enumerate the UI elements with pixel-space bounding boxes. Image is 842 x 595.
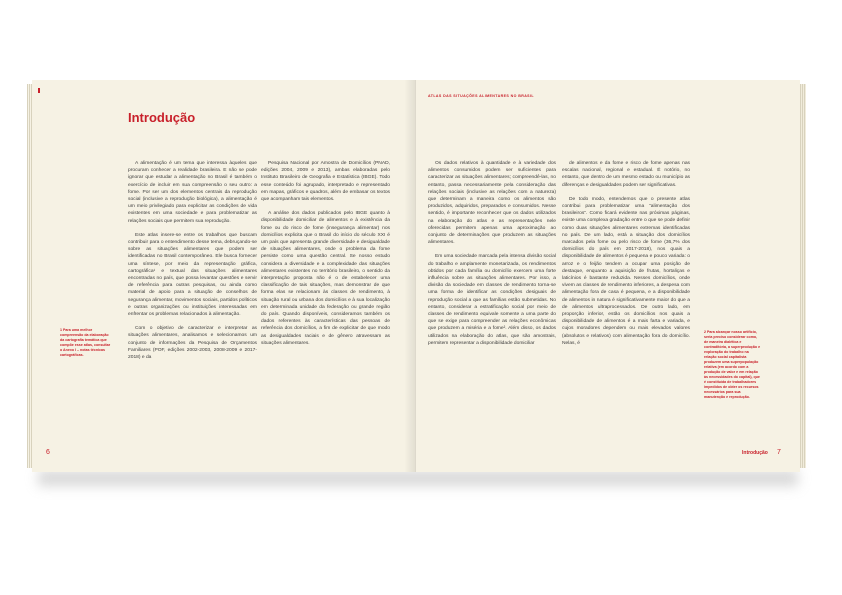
crop-mark bbox=[38, 88, 40, 93]
page-number-right: 7 bbox=[777, 449, 781, 456]
paragraph: Este atlas insere-se entre os trabalhos que buscam contribuir para o entendimento desse tema, debruçando-se sobre as situações alimentares que podem ser identificadas no Brasil contemporâneo. Ele busca fornecer uma síntese, por meio da representação gráfica, cartográfica¹ e textual das situações alimentares encontradas no país, que possa levantar questões e servir de referência para outras pesquisas, ou ainda como material de apoio para a situação de conselhos de segurança alimentar, movimentos sociais, partidos políticos e outras organizações ou instituições interessadas em enfrentar os problemas relacionados à alimentação. bbox=[128, 232, 257, 318]
paragraph: Com o objetivo de caracterizar e interpretar as situações alimentares, analisamos e selecionamos um conjunto de informações da Pesquisa de Orçamentos Familiares (POF, edições 2002-2003, 2008-2009 e 2017-2018) e da bbox=[128, 326, 257, 361]
right-column-2 bbox=[562, 160, 690, 354]
right-page bbox=[416, 80, 800, 472]
sidenote-left: 1 Para uma melhor compreensão da elaboração da cartografia temática que compõe esse atlas, consultar o Anexo I – notas técnicas cartográficas. bbox=[60, 328, 111, 357]
running-header: ATLAS DAS SITUAÇÕES ALIMENTARES NO BRASIL bbox=[428, 94, 534, 98]
book-shadow bbox=[38, 470, 798, 486]
paragraph: A alimentação é um tema que interessa àqueles que procuram conhecer a realidade brasileira. E não se pode ignorar que estudar a alimentação no Brasil é também o exercício de incluir em sua compreensão o seu outro: a fome. Por ser um dos elementos centrais da reprodução social (inclusive a reprodução biológica), a alimentação é um meio privilegiado para explicitar as condições de vida existentes em uma sociedade e para problematizar as relações sociais que permitem sua reprodução. bbox=[128, 161, 257, 224]
paragraph: De todo modo, entendemos que o presente atlas contribui para problematizar uma “alimentação dos brasileiros”. Como ficará evidente nas próximas páginas, existe uma complexa gradação entre o que se pode definir como duas situações alimentares extremas identificadas no país. De um lado, está a situação dos domicílios marcados pela fome ou pelo risco de fome (36,7% dos domicílios do país em 2017-2018), nos quais a disponibilidade de alimentos é pequena e pouco variada: o arroz e o feijão tendem a ocupar uma posição de destaque, enquanto a aquisição de frutas, hortaliças e laticínios é bastante reduzida. Nesses domicílios, onde vivem as classes de rendimento inferiores, a despesa com alimentação fora de casa é pequena, e a disponibilidade de alimentos in natura é significativamente maior do que a de alimentos ultraprocessados. De outro lado, em proporção inferior, estão os domicílios nos quais a disponibilidade de alimentos é a mais farta e variada, e cujos moradores dependem ou mais elevados valores (absolutos e relativos) com alimentação fora do domicílio. Nelas, é bbox=[562, 196, 690, 346]
paragraph: A análise dos dados publicados pelo IBGE quanto à disponibilidade domiciliar de alimentos e à existência da fome ou do risco de fome (insegurança alimentar) nos domicílios explicita que o Brasil do início do século XXI é um país que apresenta grande diversidade e desigualdade de situações alimentares, onde o problema da fome persiste como uma questão central. Se nosso estudo considera a diversidade e a complexidade das situações alimentares existentes no território brasileiro, o sentido da interpretação proposta não é o de estabelecer uma classificação de tais situações, mas demonstrar de que forma elas se relacionam às classes de rendimento, à situação rural ou urbana dos domicílios e à sua localização em determinada unidade da federação ou grande região do país. Quando disponíveis, consideramos também os dados referentes às características das pessoas de referência dos domicílios, a fim de explicitar de que modo as desigualdades raciais e de gênero atravessam as situações alimentares. bbox=[261, 211, 390, 346]
right-page-edges bbox=[800, 84, 806, 468]
paragraph: Os dados relativos à quantidade e à variedade dos alimentos consumidos podem ser suficientes para caracterizar as situações alimentares; compreendê-las, no entanto, passa necessariamente pela consideração das relações sociais (inclusive as relações com a natureza) que determinam a maneira como os alimentos são produzidos, adquiridos, preparados e consumidos. Nesse sentido, é importante reconhecer que os dados utilizados na elaboração do atlas e as representações nele oferecidas permitem apenas uma aproximação ao conjunto de determinações que produzem as situações alimentares. bbox=[428, 161, 556, 246]
page-title: Introdução bbox=[128, 110, 196, 125]
page-number-left: 6 bbox=[46, 449, 50, 456]
paragraph: de alimentos e da fome e risco de fome apenas nas escalas nacional, regional e estadual. É notório, no entanto, que dentro de um mesmo estado ou município as diferenças e desigualdades podem ser significativas. bbox=[562, 161, 690, 188]
footer-section-label: Introdução bbox=[742, 450, 768, 456]
right-column-1 bbox=[428, 160, 556, 354]
paragraph: Pesquisa Nacional por Amostra de Domicílios (PNAD, edições 2004, 2009 e 2013), ambas elaboradas pelo Instituto Brasileiro de Geografia e Estatística (IBGE). Todo esse conteúdo foi agrupado, interpretado e representado em mapas, gráficos e quadros, além de embasar os textos que acompanham tais elementos. bbox=[261, 161, 390, 203]
left-page bbox=[32, 80, 417, 472]
paragraph: Em uma sociedade marcada pela intensa divisão social do trabalho e amplamente monetarizada, os rendimentos obtidos por cada família ou domicílio exercem uma forte influência sobre as situações alimentares. Por isso, a divisão da sociedade em classes de rendimento torna-se uma forma de identificar as condições desiguais de reprodução social a que as famílias estão submetidas. No entanto, considerar a estratificação social por meio de classes de rendimento equivale somente a uma parte do que se exige para compreender as relações econômicas que produzem a miséria e a fome². Além disso, os dados utilizados na elaboração do atlas, que são amostrais, permitem representar a disponibilidade domiciliar bbox=[428, 254, 556, 346]
left-column-1 bbox=[128, 160, 257, 368]
sidenote-right: 2 Para alcançar nosso artifício, seria preciso considerar como, de maneira dialética e contraditória, a superprodução e exploração do trabalho na relação social capitalista produzem uma superpopulação relativa (em acordo com a produção de valor e em relação às necessidades do capital), que é constituída de trabalhadores impedidos de obter os recursos necessários para sua manutenção e reprodução. bbox=[704, 330, 761, 399]
open-book bbox=[32, 80, 802, 472]
left-column-2 bbox=[261, 160, 390, 354]
